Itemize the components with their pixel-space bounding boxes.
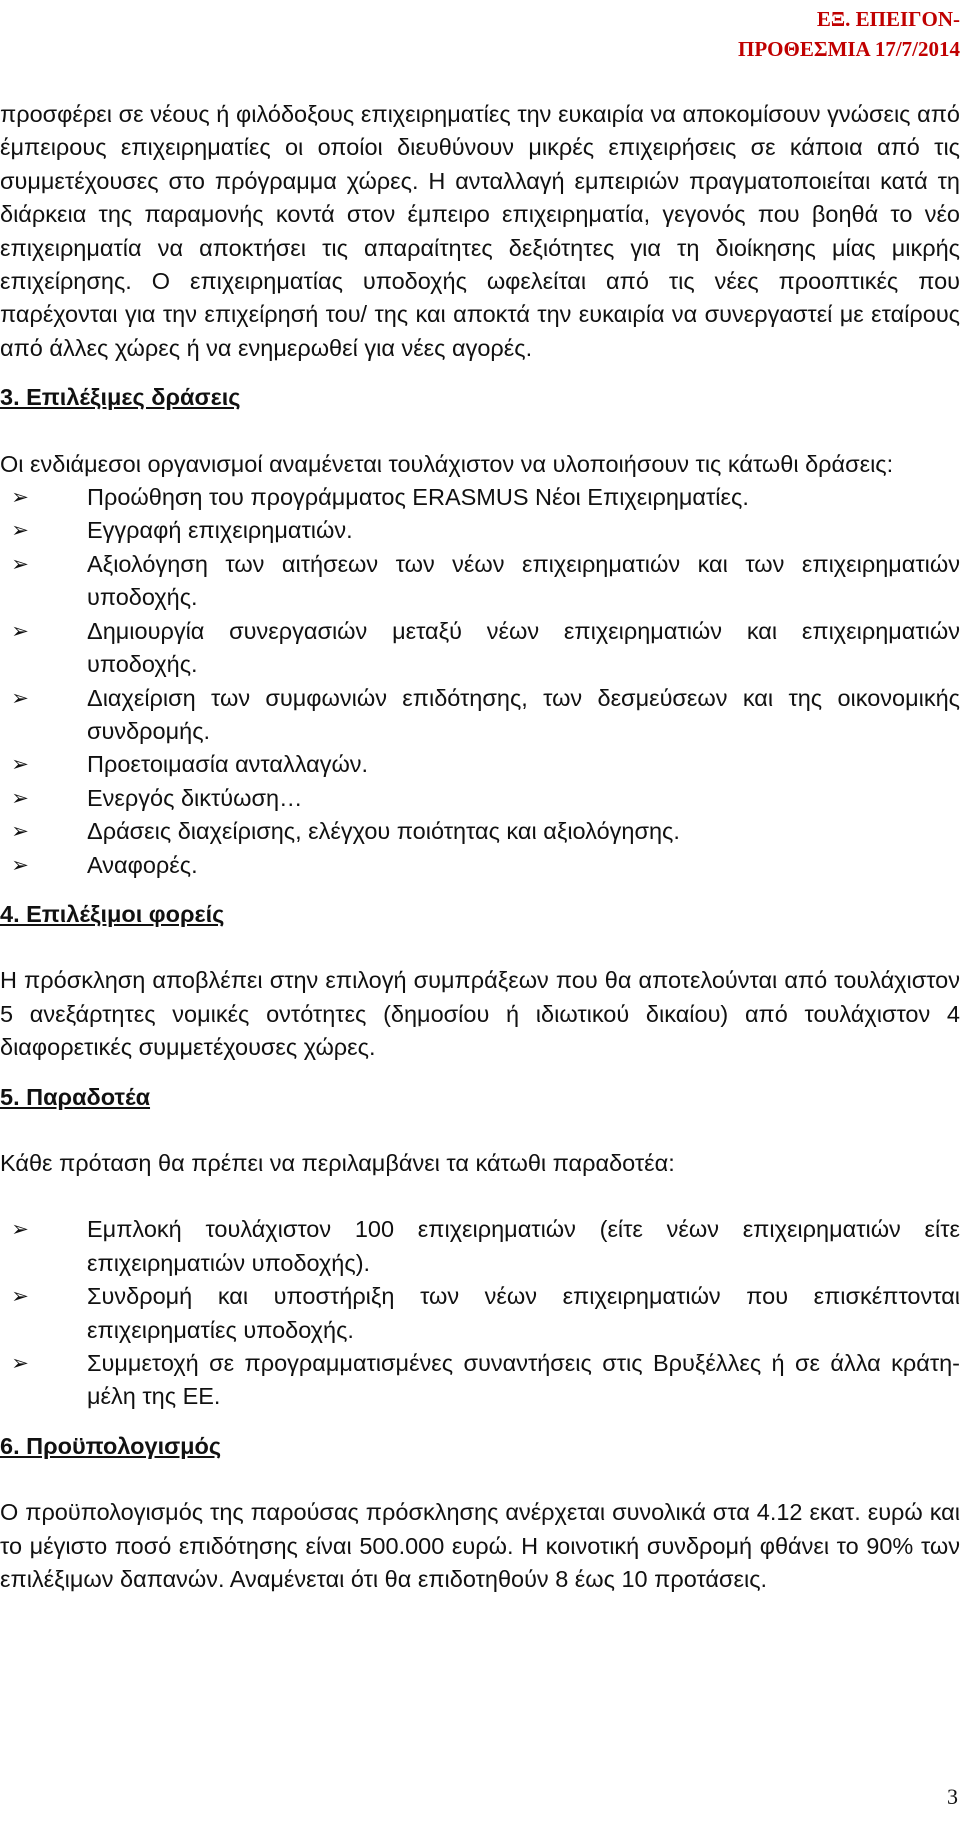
section-5-intro: Κάθε πρόταση θα πρέπει να περιλαμβάνει τα κάτωθι παραδοτέα: (0, 1149, 675, 1176)
arrow-bullet-icon: ➢ (11, 786, 29, 810)
list-item-text: Προετοιμασία ανταλλαγών. (87, 751, 369, 778)
list-item-text: Συμμετοχή σε προγραμματισμένες συναντήσεις στις Βρυξέλλες ή σε άλλα κράτη-μέλη της ΕΕ. (87, 1350, 960, 1410)
list-item-text: Συνδρομή και υποστήριξη των νέων επιχειρηματιών που επισκέπτονται επιχειρηματίες υποδοχής. (87, 1283, 960, 1343)
list-item (0, 548, 960, 615)
list-item (0, 1213, 960, 1280)
list-item (0, 748, 960, 781)
list-item-text: Εγγραφή επιχειρηματιών. (87, 517, 353, 544)
section-5-heading: 5. Παραδοτέα (0, 1083, 151, 1110)
header-line-1: ΕΞ. ΕΠΕΙΓΟΝ- (816, 7, 960, 31)
list-item (0, 481, 960, 514)
arrow-bullet-icon: ➢ (11, 486, 29, 510)
arrow-bullet-icon: ➢ (11, 519, 29, 543)
list-item (0, 782, 960, 815)
section-3-list (0, 481, 960, 882)
list-item (0, 815, 960, 848)
section-4-paragraph: Η πρόσκληση αποβλέπει στην επιλογή συμπράξεων που θα αποτελούνται από τουλάχιστον 5 ανεξάρτητες νομικές οντότητες (δημοσίου ή ιδιωτικού δικαίου) από τουλάχιστον 4 διαφορετικές συμμετέχουσες χώρες. (0, 967, 960, 1061)
header-line-2: ΠΡΟΘΕΣΜΙΑ 17/7/2014 (738, 37, 960, 61)
arrow-bullet-icon: ➢ (11, 686, 29, 710)
list-item-text: Προώθηση του προγράμματος ERASMUS Νέοι Επιχειρηματίες. (87, 484, 749, 511)
arrow-bullet-icon: ➢ (11, 1218, 29, 1242)
list-item (0, 682, 960, 749)
section-5-list (0, 1213, 960, 1413)
list-item-text: Αξιολόγηση των αιτήσεων των νέων επιχειρηματιών και των επιχειρηματιών υποδοχής. (87, 550, 960, 611)
list-item-text: Δράσεις διαχείρισης, ελέγχου ποιότητας και αξιολόγησης. (87, 818, 680, 845)
section-4-heading: 4. Επιλέξιμοι φορείς (0, 900, 225, 927)
arrow-bullet-icon: ➢ (11, 619, 29, 643)
section-3-heading: 3. Επιλέξιμες δράσεις (0, 384, 241, 411)
list-item-text: Διαχείριση των συμφωνιών επιδότησης, των δεσμεύσεων και της οικονομικής συνδρομής. (87, 684, 960, 744)
arrow-bullet-icon: ➢ (11, 853, 29, 877)
list-item (0, 1347, 960, 1414)
section-6-paragraph: Ο προϋπολογισμός της παρούσας πρόσκλησης ανέρχεται συνολικά στα 4.12 εκατ. ευρώ και το μέγιστο ποσό επιδότησης είναι 500.000 ευρώ. Η κοινοτική συνδρομή φθάνει το 90% των επιλέξιμων δαπανών. Αναμένεται ότι θα επιδοτηθούν 8 έως 10 προτάσεις. (0, 1499, 960, 1593)
intro-paragraph: προσφέρει σε νέους ή φιλόδοξους επιχειρηματίες την ευκαιρία να αποκομίσουν γνώσεις από έμπειρους επιχειρηματίες οι οποίοι διευθύνουν μικρές επιχειρήσεις σε κάποια από τις συμμετέχουσες στο πρόγραμμα χώρες. Η ανταλλαγή εμπειριών πραγματοποιείται κατά τη διάρκεια της παραμονής κοντά στον έμπειρο επιχειρηματία, γεγονός που βοηθά το νέο επιχειρηματία να αποκτήσει τις απαραίτητες δεξιότητες για τη διοίκησης μίας μικρής επιχείρησης. Ο επιχειρηματίας υποδοχής ωφελείται από τις νέες προοπτικές που παρέχονται για την επιχείρησή του/ της και αποκτά την ευκαιρία να συνεργαστεί με εταίρους από άλλες χώρες ή να ενημερωθεί για νέες αγορές. (0, 101, 960, 361)
list-item-text: Αναφορές. (87, 851, 198, 878)
list-item (0, 1280, 960, 1347)
page-number: 3 (947, 1784, 958, 1809)
arrow-bullet-icon: ➢ (11, 753, 29, 777)
list-item (0, 615, 960, 682)
document-body (0, 98, 960, 1596)
list-item-text: Δημιουργία συνεργασιών μεταξύ νέων επιχειρηματιών και επιχειρηματιών υποδοχής. (87, 617, 960, 678)
arrow-bullet-icon: ➢ (11, 1352, 29, 1375)
list-item (0, 849, 960, 882)
list-item (0, 514, 960, 547)
section-6-heading: 6. Προϋπολογισμός (0, 1432, 222, 1459)
document-header (738, 4, 960, 64)
arrow-bullet-icon: ➢ (11, 820, 29, 844)
list-item-text: Ενεργός δικτύωση… (87, 784, 303, 811)
arrow-bullet-icon: ➢ (11, 552, 29, 576)
arrow-bullet-icon: ➢ (11, 1285, 29, 1309)
list-item-text: Εμπλοκή τουλάχιστον 100 επιχειρηματιών (είτε νέων επιχειρηματιών είτε επιχειρηματιών υποδοχής). (87, 1216, 960, 1276)
section-3-intro: Οι ενδιάμεσοι οργανισμοί αναμένεται τουλάχιστον να υλοποιήσουν τις κάτωθι δράσεις: (0, 450, 894, 477)
